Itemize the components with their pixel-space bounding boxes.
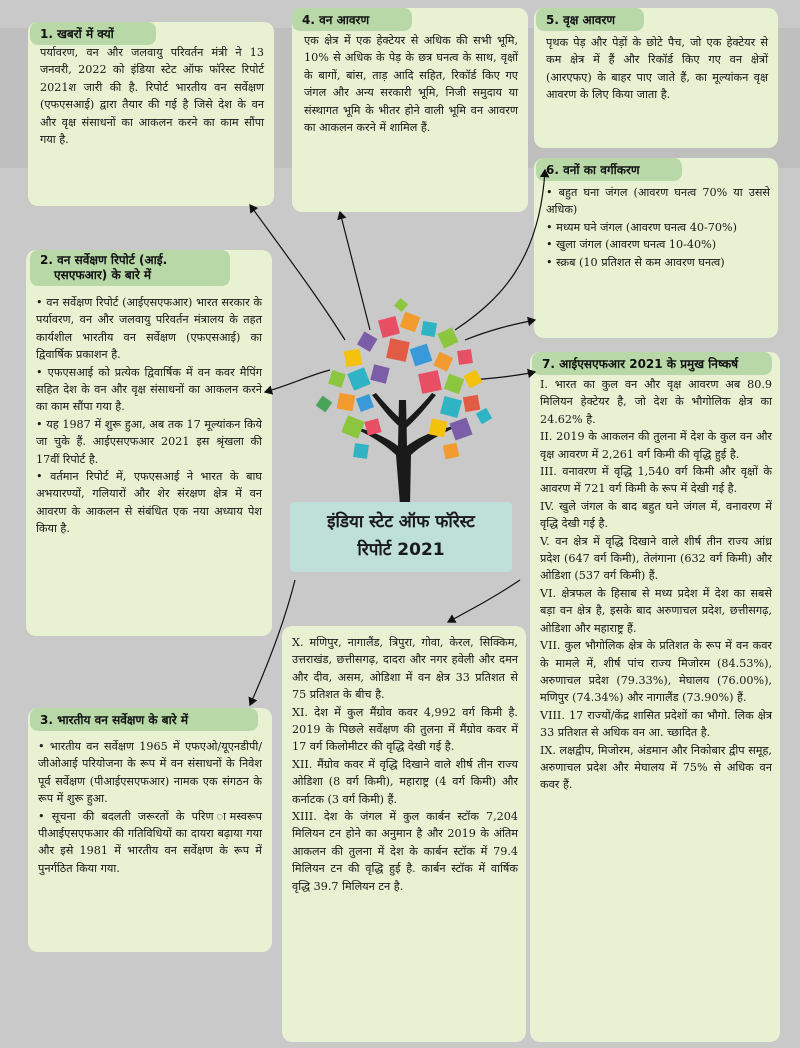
title-line: 2. वन सर्वेक्षण रिपोर्ट (आई. bbox=[40, 253, 168, 267]
main-title bbox=[290, 502, 512, 572]
panel-report-about bbox=[26, 250, 272, 636]
panel-key-findings-continued bbox=[282, 626, 526, 1042]
main-title-line2: रिपोर्ट 2021 bbox=[357, 540, 445, 560]
panel-news bbox=[28, 22, 274, 206]
list-item: II. 2019 के आकलन की तुलना में देश के कुल वन और वृक्ष आवरण में 2,261 वर्ग किमी की वृद्धि हुई है. bbox=[540, 430, 772, 461]
list-item: • सूचना की बदलती जरूरतों के परिण ामस्वरूप पीआईएसएफआर की गतिविधियों का दायरा बढ़ाया गया और इसे 1981 में भारतीय वन सर्वेक्षण के रूप में पुनर्गठित किया गया. bbox=[38, 809, 262, 875]
panel-classification bbox=[534, 158, 778, 338]
list-item: • भारतीय वन सर्वेक्षण 1965 में एफएओ/यूएनडीपी/जीओआई परियोजना के रूप में वन संसाधनों के निवेश पूर्व सर्वेक्षण (पीआईएसएफआर) नामक एक संगठन के रूप में शुरू हुआ. bbox=[38, 740, 262, 806]
list-item: X. मणिपुर, नागालैंड, त्रिपुरा, गोवा, केरल, सिक्किम, उत्तराखंड, छत्तीसगढ़, दादरा और नगर हवेली और दमन और दीव, असम, ओडिशा में वन क्षेत्र 33 प्रतिशत से 75 प्रतिशत के बीच है. bbox=[292, 636, 518, 702]
panel-forest-cover bbox=[292, 8, 528, 212]
tree-cover-text: पृथक पेड़ और पेड़ों के छोटे पैच, जो एक हेक्टेयर से कम क्षेत्र में हैं और रिकॉर्ड किए गए वन क्षेत्रों (आरएफए) के बाहर पाए जाते हैं, का मूल्यांकन वृक्ष आवरण के लिए किया जाता है. bbox=[546, 36, 768, 102]
list-item: • वर्तमान रिपोर्ट में, एफएसआई ने भारत के बाघ अभयारण्यों, गलियारों और शेर संरक्षण क्षेत्र में वन आवरण के आकलन से संबंधित एक नया अध्याय पेश किया है. bbox=[36, 470, 262, 536]
title-classification: 6. वनों का वर्गीकरण bbox=[536, 158, 682, 181]
list-item: • खुला जंगल (आवरण घनत्व 10-40%) bbox=[546, 238, 717, 252]
title-news: 1. खबरों में क्यों bbox=[30, 22, 156, 45]
tree-icon bbox=[345, 393, 460, 505]
list-item: III. वनावरण में वृद्धि 1,540 वर्ग किमी और वृक्षों के आवरण में 721 वर्ग किमी के रूप में देखी गई है. bbox=[540, 465, 772, 496]
list-item: • वन सर्वेक्षण रिपोर्ट (आईएसएफआर) भारत सरकार के पर्यावरण, वन और जलवायु परिवर्तन मंत्रालय के तहत कार्यशील भारतीय वन सर्वेक्षण (एफएसआई) का द्विवार्षिक प्रकाशन है. bbox=[36, 296, 262, 362]
forest-cover-text: एक क्षेत्र में एक हेक्टेयर से अधिक की सभी भूमि, 10% से अधिक के पेड़ के छत्र घनत्व के साथ, वृक्षों के बागों, बांस, ताड़ आदि सहित, रिकॉर्ड किए गए जंगल और अन्य सरकारी भूमि, निजी समुदाय या संस्थागत भूमि के भीतर होने वाली भूमि वन आवरण का आकलन करने में शामिल हैं. bbox=[304, 34, 518, 135]
list-item: • यह 1987 में शुरू हुआ, अब तक 17 मूल्यांकन किये जा चुके हैं. आईएसएफआर 2021 इस श्रृंखला की 17वीं रिपोर्ट है. bbox=[36, 417, 262, 466]
title-line: एसएफआर) के बारे में bbox=[54, 268, 152, 282]
list-item: • मध्यम घने जंगल (आवरण घनत्व 40-70%) bbox=[546, 220, 737, 234]
title-forest-cover: 4. वन आवरण bbox=[292, 8, 412, 31]
leaf-tile-icons bbox=[316, 298, 493, 459]
list-item: • स्क्रब (10 प्रतिशत से कम आवरण घनत्व) bbox=[546, 255, 725, 269]
list-item: VI. क्षेत्रफल के हिसाब से मध्य प्रदेश में देश का सबसे बड़ा वन क्षेत्र है, इसके बाद अरुणाचल प्रदेश, छत्तीसगढ़, ओडिशा और महाराष्ट्र हैं. bbox=[540, 586, 772, 635]
list-item: • एफएसआई को प्रत्येक द्विवार्षिक में वन कवर मैपिंग सहित देश के वन और वृक्ष संसाधनों का आकलन करने का काम सौंपा गया है. bbox=[36, 365, 262, 414]
list-item: I. भारत का कुल वन और वृक्ष आवरण अब 80.9 मिलियन हेक्टेयर है, जो देश के भौगोलिक क्षेत्र का 24.62% है. bbox=[540, 378, 772, 426]
list-item: XIII. देश के जंगल में कुल कार्बन स्टॉक 7,204 मिलियन टन होने का अनुमान है और 2019 के अंतिम आकलन की तुलना में देश के कार्बन स्टॉक में 79.4 मिलियन टन की वृद्धि हुई है. कार्बन स्टॉक में वार्षिक वृद्धि 39.7 मिलियन टन है. bbox=[292, 810, 518, 893]
panel-key-findings bbox=[530, 352, 780, 1042]
list-item: IX. लक्षद्वीप, मिजोरम, अंडमान और निकोबार द्वीप समूह, अरुणाचल प्रदेश और मेघालय में 75% से अधिक वन कवर हैं. bbox=[540, 743, 772, 792]
panel-fsi-about bbox=[28, 708, 272, 952]
list-item: XII. मैंग्रोव कवर में वृद्धि दिखाने वाले शीर्ष तीन राज्य ओडिशा (8 वर्ग किमी), महाराष्ट्र (4 वर्ग किमी) और कर्नाटक (3 वर्ग किमी) हैं. bbox=[292, 757, 518, 806]
list-item: XI. देश में कुल मैंग्रोव कवर 4,992 वर्ग किमी है. 2019 के पिछले सर्वेक्षण की तुलना में मैंग्रोव कवर में 17 वर्ग किलोमीटर की वृद्धि देखी गई है. bbox=[292, 705, 518, 754]
list-item: V. वन क्षेत्र में वृद्धि दिखाने वाले शीर्ष तीन राज्य आंध्र प्रदेश (647 वर्ग किमी), तेलंगाना (632 वर्ग किमी) और ओडिशा (537 वर्ग किमी) हैं. bbox=[540, 534, 772, 583]
list-item: VII. कुल भौगोलिक क्षेत्र के प्रतिशत के रूप में वन कवर के मामले में, शीर्ष पांच राज्य मिजोरम (84.53%), अरुणाचल प्रदेश (79.33%), मेघालय (76.00%), मणिपुर (74.34%) और नागालैंड (73.90%) हैं. bbox=[540, 639, 772, 705]
title-fsi-about: 3. भारतीय वन सर्वेक्षण के बारे में bbox=[30, 708, 258, 731]
news-text: पर्यावरण, वन और जलवायु परिवर्तन मंत्री ने 13 जनवरी, 2022 को इंडिया स्टेट ऑफ फॉरेस्ट रिपोर्ट 2021श जारी की है. रिपोर्ट भारतीय वन सर्वेक्षण (एफएसआई) द्वारा तैयार की गई है जिसे देश के वन और वृक्ष संसाधनों का आकलन करने का काम सौंपा गया है. bbox=[40, 46, 264, 147]
title-key-findings: 7. आईएसएफआर 2021 के प्रमुख निष्कर्ष bbox=[532, 352, 772, 375]
list-item: IV. खुले जंगल के बाद बहुत घने जंगल में, वनावरण में वृद्धि देखी गई है. bbox=[540, 499, 772, 531]
main-title-line1: इंडिया स्टेट ऑफ फॉरेस्ट bbox=[327, 512, 475, 532]
list-item: VIII. 17 राज्यों/केंद्र शासित प्रदेशों का भौगो. लिक क्षेत्र 33 प्रतिशत से अधिक वन आ. च्छादित है. bbox=[540, 708, 772, 740]
list-item: • बहुत घना जंगल (आवरण घनत्व 70% या उससे अधिक) bbox=[546, 186, 770, 217]
title-report-about bbox=[30, 250, 230, 286]
title-tree-cover: 5. वृक्ष आवरण bbox=[536, 8, 644, 31]
